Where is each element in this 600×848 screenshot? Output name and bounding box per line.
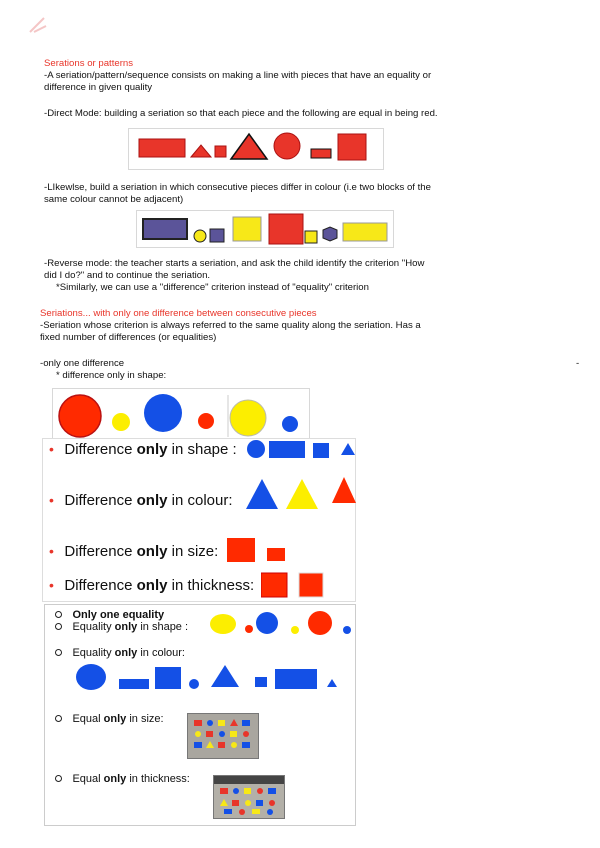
figure-circles <box>52 388 310 440</box>
ring-bullet-icon <box>55 715 62 722</box>
equality-colour-item <box>55 643 185 661</box>
equalities-panel <box>44 604 356 826</box>
eq-colour-pre: Equality <box>72 647 115 659</box>
eq-size-pre: Equal <box>72 713 104 725</box>
para-criterion-2: fixed number of differences (or equalities) <box>40 332 217 343</box>
photo-equal-thickness <box>213 775 285 819</box>
difference-thickness-pieces <box>261 571 327 599</box>
difference-size-item <box>49 543 218 561</box>
bullet-icon: • <box>49 577 54 593</box>
para-criterion-1: -Seriation whose criterion is always referred to the same quality along the seriation. Has a <box>40 320 421 331</box>
diff-size-bold: only <box>136 543 168 560</box>
eq-colour-bold: only <box>114 647 138 659</box>
para-definition-1: -A seriation/pattern/sequence consists on making a line with pieces that have an equality or <box>44 70 432 81</box>
eq-shape-post: in shape : <box>137 621 189 633</box>
diff-colour-bold: only <box>136 492 168 509</box>
equality-shape-pieces <box>209 609 355 637</box>
para-only-one-difference: -only one difference <box>40 358 125 369</box>
diff-thick-bold: only <box>136 577 168 594</box>
equality-shape-item <box>55 617 188 635</box>
heading-seriations: Serations or patterns <box>44 58 134 69</box>
difference-shape-item <box>49 441 237 459</box>
photo-equal-size <box>187 713 259 759</box>
difference-colour-item <box>49 492 233 510</box>
diff-colour-pre: Difference <box>64 492 137 509</box>
para-difference-shape: * difference only in shape: <box>56 370 167 381</box>
eq-size-post: in size: <box>126 713 164 725</box>
para-definition-2: difference in given quality <box>44 82 153 93</box>
diff-shape-pre: Difference <box>64 441 137 458</box>
eq-shape-bold: only <box>114 621 138 633</box>
bullet-icon: • <box>49 543 54 559</box>
equality-size-item <box>55 709 164 727</box>
diff-thick-pre: Difference <box>64 577 137 594</box>
eq-shape-pre: Equality <box>72 621 115 633</box>
para-similarly: *Similarly, we can use a "difference" criterion instead of "equality" criterion <box>56 282 369 293</box>
eq-thick-pre: Equal <box>72 773 104 785</box>
para-direct-mode: -Direct Mode: building a seriation so that each piece and the following are equal in being red. <box>44 108 438 119</box>
figure-red-seriation <box>128 128 384 170</box>
bullet-icon: • <box>49 441 54 457</box>
difference-colour-pieces <box>246 473 356 513</box>
difference-size-pieces <box>227 536 287 564</box>
ring-bullet-icon <box>55 649 62 656</box>
ring-bullet-icon <box>55 623 62 630</box>
eq-colour-post: in colour: <box>137 647 185 659</box>
eq-thick-post: in thickness: <box>126 773 190 785</box>
diff-size-pre: Difference <box>64 543 137 560</box>
equality-colour-pieces <box>75 661 345 693</box>
logo-mark <box>26 14 50 36</box>
eq-thick-bold: only <box>103 773 127 785</box>
diff-size-post: in size: <box>167 543 219 560</box>
stray-dash: - <box>576 358 580 369</box>
para-likewise-1: -LIkewlse, build a seriation in which consecutive pieces differ in colour (i.e two blocks of the <box>44 182 431 193</box>
figure-colour-seriation <box>136 210 394 248</box>
diff-colour-post: in colour: <box>167 492 233 509</box>
differences-panel <box>42 438 356 602</box>
diff-thick-post: in thickness: <box>167 577 255 594</box>
ring-bullet-icon <box>55 775 62 782</box>
bullet-icon: • <box>49 492 54 508</box>
equality-thickness-item <box>55 769 190 787</box>
eq-size-bold: only <box>103 713 127 725</box>
difference-thickness-item <box>49 577 254 595</box>
difference-shape-pieces <box>247 439 355 461</box>
diff-shape-bold: only <box>136 441 168 458</box>
heading-one-difference: Seriations... with only one difference between consecutive pieces <box>40 308 317 319</box>
para-reverse-1: -Reverse mode: the teacher starts a seriation, and ask the child identify the criterion "How <box>44 258 425 269</box>
para-likewise-2: same colour cannot be adjacent) <box>44 194 184 205</box>
diff-shape-post: in shape : <box>167 441 237 458</box>
para-reverse-2: did I do?" and to continue the seriation. <box>44 270 211 281</box>
equality-title: Only one equality <box>72 609 165 621</box>
